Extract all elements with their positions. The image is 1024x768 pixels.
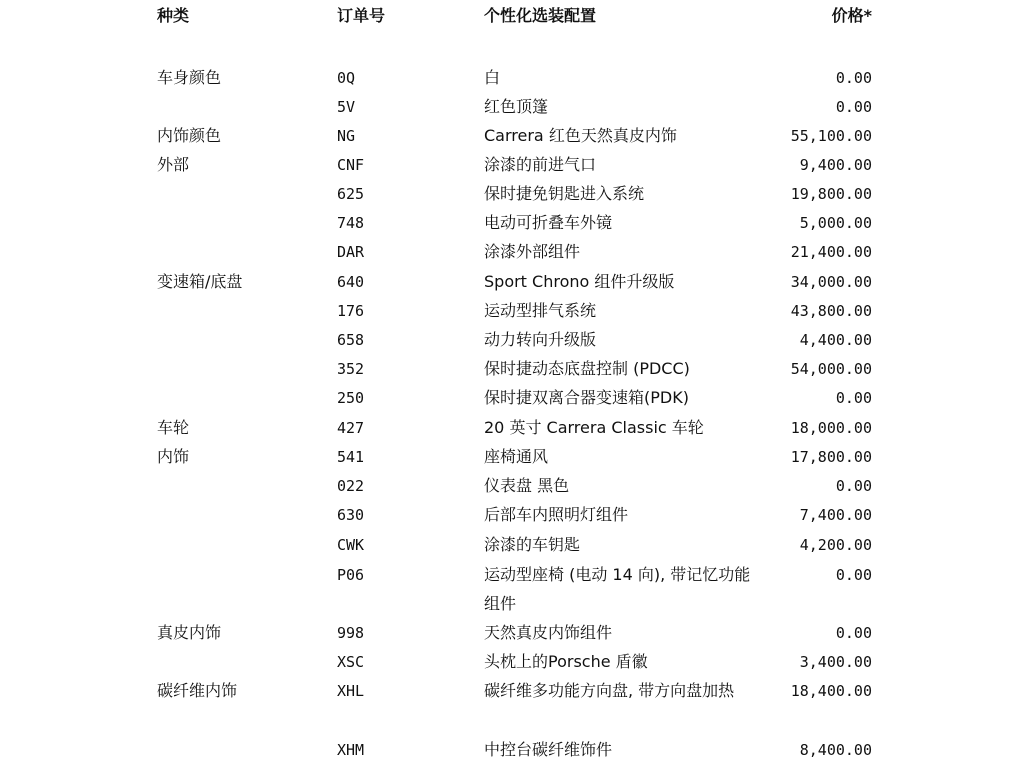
row-price: 3,400.00 <box>799 653 872 671</box>
row-code: 541 <box>337 448 365 466</box>
row-option: 红色顶篷 <box>484 97 549 116</box>
row-code: XSC <box>337 653 365 671</box>
row-code: 630 <box>337 506 365 524</box>
row-price: 0.00 <box>835 389 872 407</box>
row-code: 5V <box>337 98 356 116</box>
header-price: 价格* <box>831 6 872 25</box>
row-option: 运动型排气系统 <box>484 301 597 320</box>
row-code: NG <box>337 127 356 145</box>
row-code: 748 <box>337 214 365 232</box>
row-price: 0.00 <box>835 624 872 642</box>
row-option: 后部车内照明灯组件 <box>484 505 629 524</box>
table-row <box>0 476 1024 498</box>
row-code: 0Q <box>337 69 356 87</box>
row-code: 998 <box>337 624 365 642</box>
table-row <box>0 565 1024 613</box>
row-category: 外部 <box>157 155 190 174</box>
row-price: 54,000.00 <box>790 360 872 378</box>
row-price: 43,800.00 <box>790 302 872 320</box>
row-category: 车身颜色 <box>157 68 222 87</box>
row-price: 55,100.00 <box>790 127 872 145</box>
row-code: 625 <box>337 185 365 203</box>
table-row <box>0 184 1024 206</box>
row-option: 保时捷双离合器变速箱(PDK) <box>484 388 689 407</box>
table-row <box>0 242 1024 264</box>
table-row <box>0 330 1024 352</box>
row-category: 内饰颜色 <box>157 126 222 145</box>
row-price: 7,400.00 <box>799 506 872 524</box>
row-option: 涂漆的车钥匙 <box>484 535 581 554</box>
row-code: 250 <box>337 389 365 407</box>
table-row <box>0 652 1024 674</box>
table-row <box>0 272 1024 294</box>
row-code: 176 <box>337 302 365 320</box>
row-option: 保时捷动态底盘控制 (PDCC) <box>484 359 690 378</box>
row-code: 022 <box>337 477 365 495</box>
row-code: P06 <box>337 566 365 584</box>
row-option: 碳纤维多功能方向盘, 带方向盘加热 <box>484 681 735 700</box>
table-row <box>0 740 1024 762</box>
row-code: XHM <box>337 741 365 759</box>
table-row <box>0 359 1024 381</box>
table-row <box>0 681 1024 703</box>
row-option: 20 英寸 Carrera Classic 车轮 <box>484 418 704 437</box>
row-price: 9,400.00 <box>799 156 872 174</box>
row-option: Sport Chrono 组件升级版 <box>484 272 675 291</box>
row-price: 18,400.00 <box>790 682 872 700</box>
row-option: 仪表盘 黑色 <box>484 476 570 495</box>
row-option: 动力转向升级版 <box>484 330 597 349</box>
row-option: 中控台碳纤维饰件 <box>484 740 613 759</box>
row-option: 头枕上的Porsche 盾徽 <box>484 652 648 671</box>
row-category: 变速箱/底盘 <box>157 272 243 291</box>
header-category: 种类 <box>157 6 190 25</box>
row-category: 内饰 <box>157 447 190 466</box>
table-row <box>0 213 1024 235</box>
row-code: 658 <box>337 331 365 349</box>
table-row <box>0 68 1024 90</box>
table-row <box>0 97 1024 119</box>
row-code: 352 <box>337 360 365 378</box>
row-price: 4,400.00 <box>799 331 872 349</box>
row-price: 21,400.00 <box>790 243 872 261</box>
row-price: 5,000.00 <box>799 214 872 232</box>
row-option: 涂漆外部组件 <box>484 242 581 261</box>
row-code: DAR <box>337 243 365 261</box>
row-option: 电动可折叠车外镜 <box>484 213 613 232</box>
row-code: CNF <box>337 156 365 174</box>
row-code: XHL <box>337 682 365 700</box>
row-code: 640 <box>337 273 365 291</box>
table-row <box>0 418 1024 440</box>
table-header <box>0 6 1024 32</box>
row-code: CWK <box>337 536 365 554</box>
row-option: 保时捷免钥匙进入系统 <box>484 184 645 203</box>
row-option: Carrera 红色天然真皮内饰 <box>484 126 677 145</box>
table-row <box>0 301 1024 323</box>
row-price: 4,200.00 <box>799 536 872 554</box>
table-row <box>0 535 1024 557</box>
table-row <box>0 126 1024 148</box>
row-option: 座椅通风 <box>484 447 549 466</box>
table-row <box>0 505 1024 527</box>
row-price: 8,400.00 <box>799 741 872 759</box>
row-price: 0.00 <box>835 566 872 584</box>
row-price: 17,800.00 <box>790 448 872 466</box>
row-price: 18,000.00 <box>790 419 872 437</box>
row-category: 真皮内饰 <box>157 623 222 642</box>
row-option: 涂漆的前进气口 <box>484 155 597 174</box>
row-option: 白 <box>484 68 501 87</box>
header-code: 订单号 <box>337 6 386 25</box>
row-category: 碳纤维内饰 <box>157 681 238 700</box>
table-row <box>0 623 1024 645</box>
row-option: 天然真皮内饰组件 <box>484 623 613 642</box>
row-option: 运动型座椅 (电动 14 向), 带记忆功能组件 <box>484 565 751 613</box>
table-row <box>0 447 1024 469</box>
row-category: 车轮 <box>157 418 190 437</box>
table-row <box>0 388 1024 410</box>
table-row <box>0 155 1024 177</box>
row-price: 19,800.00 <box>790 185 872 203</box>
row-price: 0.00 <box>835 477 872 495</box>
row-price: 0.00 <box>835 98 872 116</box>
row-price: 34,000.00 <box>790 273 872 291</box>
row-price: 0.00 <box>835 69 872 87</box>
header-option: 个性化选装配置 <box>484 6 597 25</box>
row-code: 427 <box>337 419 365 437</box>
